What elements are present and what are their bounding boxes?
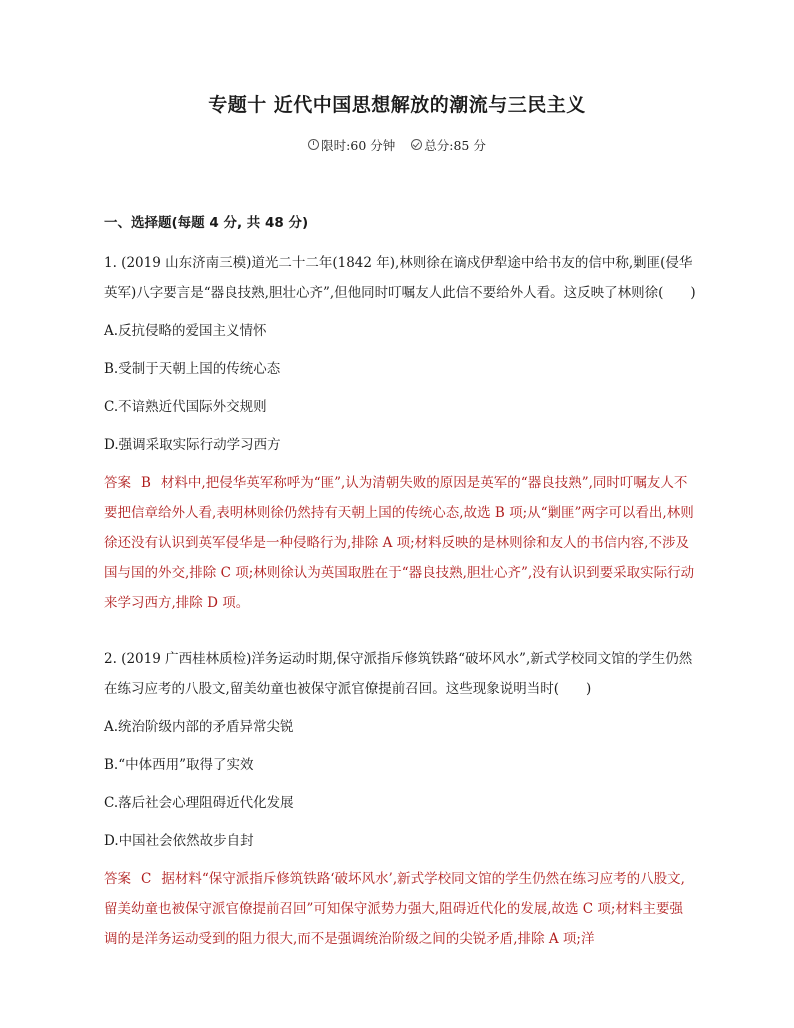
exam-meta — [0, 136, 794, 154]
answer-explanation — [104, 468, 696, 618]
answer-explanation — [104, 864, 696, 954]
clock-icon — [308, 139, 319, 150]
option-d: D.中国社会依然故步自封 — [104, 833, 254, 849]
option-a: A.反抗侵略的爱国主义情怀 — [104, 323, 267, 339]
option-b: B.“中体西用”取得了实效 — [104, 757, 254, 773]
question-stem: 1. (2019 山东济南三模)道光二十二年(1842 年),林则徐在谪戍伊犁途中给书友的信中称,剿匪(侵华英军)八字要言是“器良技熟,胆壮心齐”,但他同时叮嘱友人此信不要给外人看。这反映了林则徐( ) — [104, 255, 696, 301]
option-c: C.落后社会心理阻碍近代化发展 — [104, 795, 294, 811]
option-d: D.强调采取实际行动学习西方 — [104, 437, 281, 453]
answer-letter: B — [141, 475, 151, 491]
question-stem: 2. (2019 广西桂林质检)洋务运动时期,保守派指斥修筑铁路“破坏风水”,新式学校同文馆的学生仍然在练习应考的八股文,留美幼童也被保守派官僚提前召回。这些现象说明当时( ) — [104, 651, 693, 697]
option-a: A.统治阶级内部的矛盾异常尖锐 — [104, 719, 294, 735]
answer-text: 据材料“保守派指斥修筑铁路‘破坏风水’,新式学校同文馆的学生仍然在练习应考的八股文,留美幼童也被保守派官僚提前召回”可知保守派势力强大,阻碍近代化的发展,故选 C 项;材料主要强调的是洋务运动受到的阻力很大,而不是强调统治阶级之间的尖锐矛盾,排除 A 项;洋 — [104, 871, 685, 947]
answer-letter: C — [141, 871, 152, 887]
time-limit — [308, 138, 395, 153]
answer-text: 材料中,把侵华英军称呼为“匪”,认为清朝失败的原因是英军的“器良技熟”,同时叮嘱友人不要把信章给外人看,表明林则徐仍然持有天朝上国的传统心态,故选 B 项;从“剿匪”两字可以看出,林则徐还没有认识到英军侵华是一种侵略行为,排除 A 项;材料反映的是林则徐和友人的书信内容,不涉及国与国的外交,排除 C 项;林则徐认为英国取胜在于“器良技熟,胆壮心齐”,没有认识到要采取实际行动来学习西方,排除 D 项。 — [104, 475, 695, 611]
page-title: 专题十 近代中国思想解放的潮流与三民主义 — [208, 94, 586, 116]
total-score — [411, 138, 486, 153]
question-2 — [104, 644, 696, 954]
answer-tag: 答案 — [104, 871, 131, 887]
answer-tag: 答案 — [104, 475, 131, 491]
question-1 — [104, 248, 696, 618]
option-b: B.受制于天朝上国的传统心态 — [104, 361, 281, 377]
option-c: C.不谙熟近代国际外交规则 — [104, 399, 267, 415]
check-icon — [411, 139, 422, 150]
time-limit-text: 限时:60 分钟 — [321, 138, 396, 153]
section-heading: 一、选择题(每题 4 分, 共 48 分) — [104, 215, 309, 231]
total-score-text: 总分:85 分 — [424, 138, 486, 153]
